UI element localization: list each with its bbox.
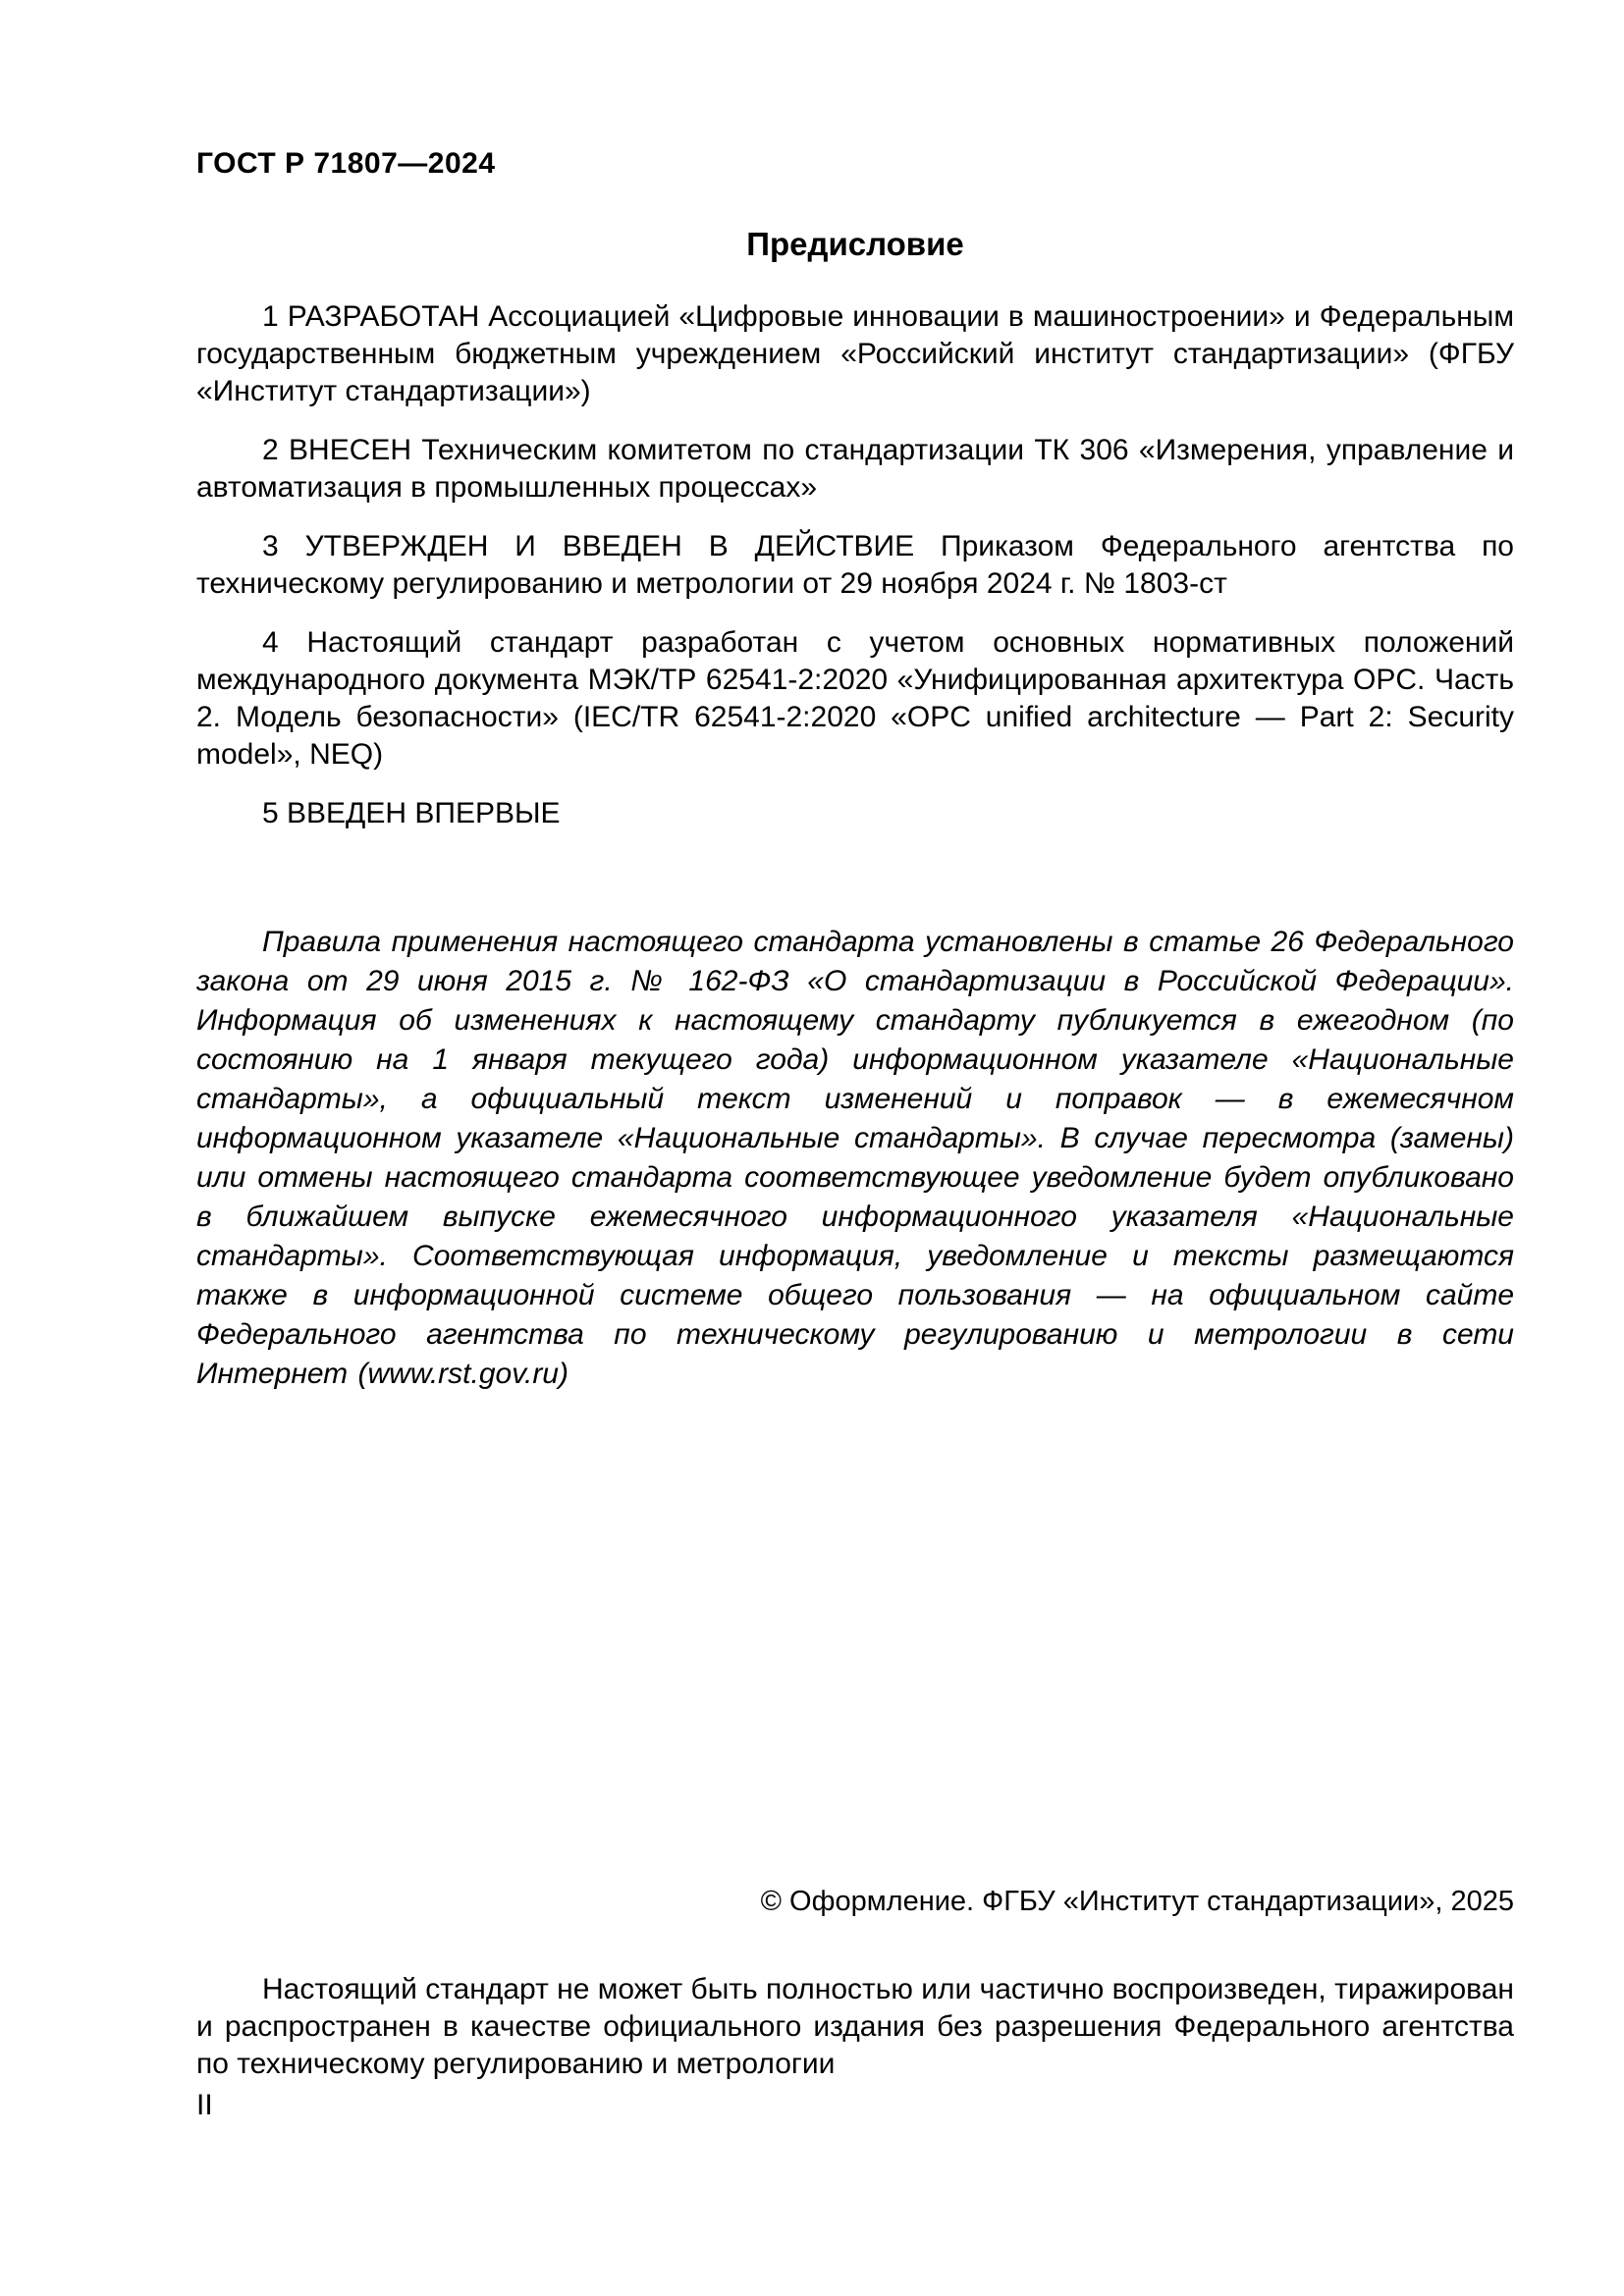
page-footer xyxy=(196,1883,1514,2124)
reproduction-restriction-note: Настоящий стандарт не может быть полностью или частично воспроизведен, тиражирован и распространен в качестве официального издания без разрешения Федерального агентства по техническому регулированию и метрологии xyxy=(196,1973,1514,2080)
copyright-line: © Оформление. ФГБУ «Институт стандартизации», 2025 xyxy=(760,1886,1514,1917)
foreword-item-3: 3 УТВЕРЖДЕН И ВВЕДЕН В ДЕЙСТВИЕ Приказом Федерального агентства по техническому регулированию и метрологии от 29 ноября 2024 г. № 1803-ст xyxy=(196,530,1514,600)
page-title: Предисловие xyxy=(746,226,964,262)
document-code: ГОСТ Р 71807—2024 xyxy=(196,147,496,180)
foreword-item-5: 5 ВВЕДЕН ВПЕРВЫЕ xyxy=(262,797,561,829)
page-number: II xyxy=(196,2089,213,2121)
application-rules-notice: Правила применения настоящего стандарта установлены в статье 26 Федерального закона от 29 июня 2015 г. № 162-ФЗ «О стандартизации в Российской Федерации». Информация об изменениях к настоящему стандарту публикуется в ежегодном (по состоянию на 1 января текущего года) информационном указателе «Национальные стандарты», а официальный текст изменений и поправок — в ежемесячном информационном указателе «Национальные стандарты». В случае пересмотра (замены) или отмены настоящего стандарта соответствующее уведомление будет опубликовано в ближайшем выпуске ежемесячного информационного указателя «Национальные стандарты». Соответствующая информация, уведомление и тексты размещаются также в информационной системе общего пользования — на официальном сайте Федерального агентства по техническому регулированию и метрологии в сети Интернет (www.rst.gov.ru) xyxy=(196,926,1514,1390)
foreword-item-1: 1 РАЗРАБОТАН Ассоциацией «Цифровые инновации в машиностроении» и Федеральным государственным бюджетным учреждением «Российский институт стандартизации» (ФГБУ «Институт стандартизации») xyxy=(196,300,1514,407)
foreword-item-2: 2 ВНЕСЕН Техническим комитетом по стандартизации ТК 306 «Измерения, управление и автоматизация в промышленных процессах» xyxy=(196,434,1514,504)
foreword-item-4: 4 Настоящий стандарт разработан с учетом основных нормативных положений международного документа МЭК/ТР 62541-2:2020 «Унифицированная архитектура OPC. Часть 2. Модель безопасности» (IEC/TR 62541-2:2020 «OPC unified architecture — Part 2: Security model», NEQ) xyxy=(196,626,1514,771)
